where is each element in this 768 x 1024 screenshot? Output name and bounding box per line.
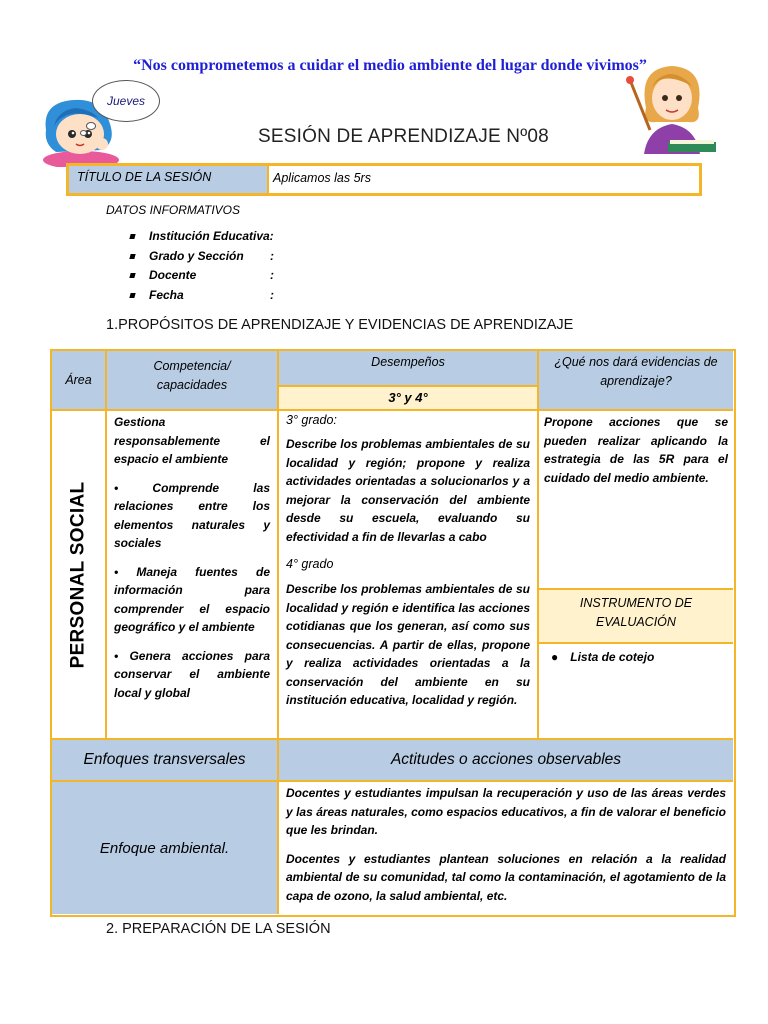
- competencia-main: Gestiona responsablemente el espacio el ambiente: [114, 415, 270, 466]
- datos-colon: :: [270, 249, 274, 263]
- actitud-item: Docentes y estudiantes plantean soluciones en relación a la realidad ambiental de su comunidad, tal como la contaminación, el agotamiento de la capa de ozono, la salud ambiental, etc.: [286, 851, 726, 903]
- enfoque-value: Enfoque ambiental.: [52, 780, 277, 914]
- capacidad-item: • Genera acciones para conservar el ambiente local y global: [114, 648, 270, 700]
- thought-bubble: Jueves: [92, 80, 160, 122]
- header-area: Área: [52, 351, 105, 409]
- capacidad-item: • Maneja fuentes de información para comprender el espacio geográfico y el ambiente: [114, 564, 270, 634]
- datos-item: Fecha: [130, 288, 184, 302]
- square-bullet-icon: [129, 234, 135, 239]
- instrumento-cell: [537, 642, 733, 738]
- header-quote: “Nos comprometemos a cuidar el medio ambiente del lugar donde vivimos”: [133, 57, 647, 74]
- header-competencia: Competencia/ capacidades: [105, 351, 277, 409]
- evidencia-cell: Propone acciones que se pueden realizar aplicando la estrategia de las 5R para el cuidado del medio ambiente.: [537, 409, 733, 588]
- session-title-value: Aplicamos las 5rs: [273, 171, 371, 185]
- bullet-icon: ●: [551, 650, 559, 664]
- datos-item: Grado y Sección: [130, 249, 244, 263]
- competencia-cell: [105, 409, 277, 738]
- teacher-illustration: [622, 58, 722, 158]
- session-title: SESIÓN DE APRENDIZAJE Nº08: [258, 126, 549, 147]
- square-bullet-icon: [129, 293, 135, 298]
- area-cell: [52, 409, 105, 738]
- bubble-dot: [80, 130, 87, 136]
- header-desempenos: Desempeños: [277, 351, 537, 385]
- datos-heading: DATOS INFORMATIVOS: [106, 203, 241, 217]
- purposes-table: [50, 349, 736, 917]
- datos-item: Institución Educativa:: [130, 229, 274, 243]
- enfoques-header: Enfoques transversales: [52, 738, 277, 780]
- datos-colon: :: [270, 288, 274, 302]
- grade-4-label: 4° grado: [286, 557, 334, 571]
- datos-colon: :: [270, 268, 274, 282]
- actitudes-cell: [277, 780, 733, 914]
- session-title-label: TÍTULO DE LA SESIÓN: [69, 166, 269, 193]
- area-value: PERSONAL SOCIAL: [67, 481, 89, 668]
- actitud-item: Docentes y estudiantes impulsan la recuperación y uso de las áreas verdes y las áreas naturales, como espacios educativos, a fin de valorar el beneficio que les brindan.: [286, 786, 726, 837]
- grade-4-text: Describe los problemas ambientales de su localidad y región e identifica las acciones cotidianas que los generan, así como sus consecuencias. A partir de ellas, propone y realiza actividades orientadas a la conservación del ambiente en su institución educativa, localidad y región.: [286, 582, 530, 707]
- desempenos-cell: [277, 409, 537, 738]
- square-bullet-icon: [129, 254, 135, 259]
- square-bullet-icon: [129, 273, 135, 278]
- datos-item: Docente: [130, 268, 196, 282]
- instrumento-item: Lista de cotejo: [570, 650, 655, 664]
- bubble-dot: [86, 122, 96, 130]
- session-title-row: [66, 163, 702, 196]
- grade-3-label: 3° grado:: [286, 413, 337, 427]
- actitudes-header: Actitudes o acciones observables: [277, 738, 733, 780]
- grade-3-text: Describe los problemas ambientales de su localidad y región; propone y realiza actividades orientadas a solucionarlos y a mejorar la conservación del ambiente desde su escuela, evaluando su efectividad a fin de llevarlas a cabo: [286, 437, 530, 544]
- instrumento-header: INSTRUMENTO DE EVALUACIÓN: [537, 588, 733, 642]
- section-1-title: 1.PROPÓSITOS DE APRENDIZAJE Y EVIDENCIAS DE APRENDIZAJE: [106, 317, 574, 333]
- capacidad-item: • Comprende las relaciones entre los elementos naturales y sociales: [114, 480, 270, 550]
- header-evidencias: ¿Qué nos dará evidencias de aprendizaje?: [537, 351, 733, 409]
- header-grades: 3° y 4°: [277, 385, 537, 409]
- section-2-title: 2. PREPARACIÓN DE LA SESIÓN: [106, 921, 331, 937]
